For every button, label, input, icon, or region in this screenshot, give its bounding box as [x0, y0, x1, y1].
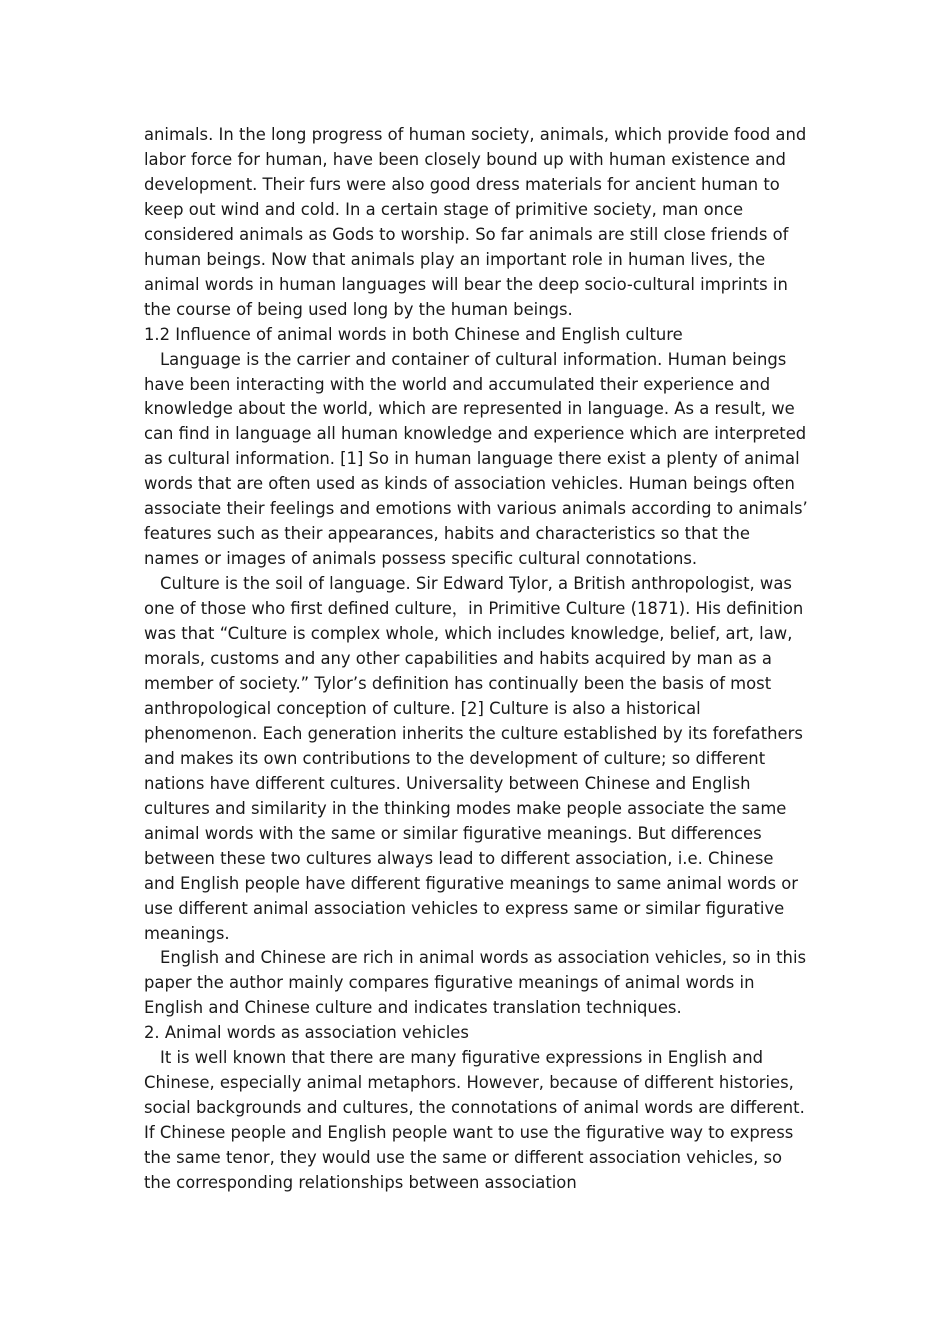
- paragraph-figurative-expressions: It is well known that there are many figurative expressions in English and Chinese, especially animal metaphors. However, because of different histories, social backgrounds and cultures, the connotations of animal words are different. If Chinese people and English people want to use the figurative way to express the same tenor, they would use the same or different association vehicles, so the corresponding relationships between association: [144, 1048, 805, 1193]
- section-heading-2: 2. Animal words as association vehicles: [144, 1023, 469, 1043]
- paragraph-paper-scope: English and Chinese are rich in animal words as association vehicles, so in this paper the author mainly compares figurative meanings of animal words in English and Chinese culture and indicates translation techniques.: [144, 948, 807, 1018]
- paragraph-culture-soil: Culture is the soil of language. Sir Edward Tylor, a British anthropologist, was one of those who first defined culture，in Primitive Culture (1871). His definition was that “Culture is complex whole, which includes knowledge, belief, art, law, morals, customs and any other capabilities and habits acquired by man as a member of society.” Tylor’s definition has continually been the basis of most anthropological conception of culture. [2] Culture is also a historical phenomenon. Each generation inherits the culture established by its forefathers and makes its own contributions to the development of culture; so different nations have different cultures. Universality between Chinese and English cultures and similarity in the thinking modes make people associate the same animal words with the same or similar figurative meanings. But differences between these two cultures always lead to different association, i.e. Chinese and English people have different figurative meanings to same animal words or use different animal association vehicles to express same or similar figurative meanings.: [144, 574, 804, 943]
- paragraph-continuation: animals. In the long progress of human society, animals, which provide food and labor force for human, have been closely bound up with human existence and development. Their furs were also good dress materials for ancient human to keep out wind and cold. In a certain stage of primitive society, man once considered animals as Gods to worship. So far animals are still close friends of human beings. Now that animals play an important role in human lives, the animal words in human languages will bear the deep socio-cultural imprints in the course of being used long by the human beings.: [144, 125, 807, 319]
- document-page: [144, 123, 808, 1196]
- paragraph-language-carrier: Language is the carrier and container of cultural information. Human beings have been interacting with the world and accumulated their experience and knowledge about the world, which are represented in language. As a result, we can find in language all human knowledge and experience which are interpreted as cultural information. [1] So in human language there exist a plenty of animal words that are often used as kinds of association vehicles. Human beings often associate their feelings and emotions with various animals according to animals’ features such as their appearances, habits and characteristics so that the names or images of animals possess specific cultural connotations.: [144, 349, 808, 569]
- section-heading-1-2: 1.2 Influence of animal words in both Chinese and English culture: [144, 324, 683, 344]
